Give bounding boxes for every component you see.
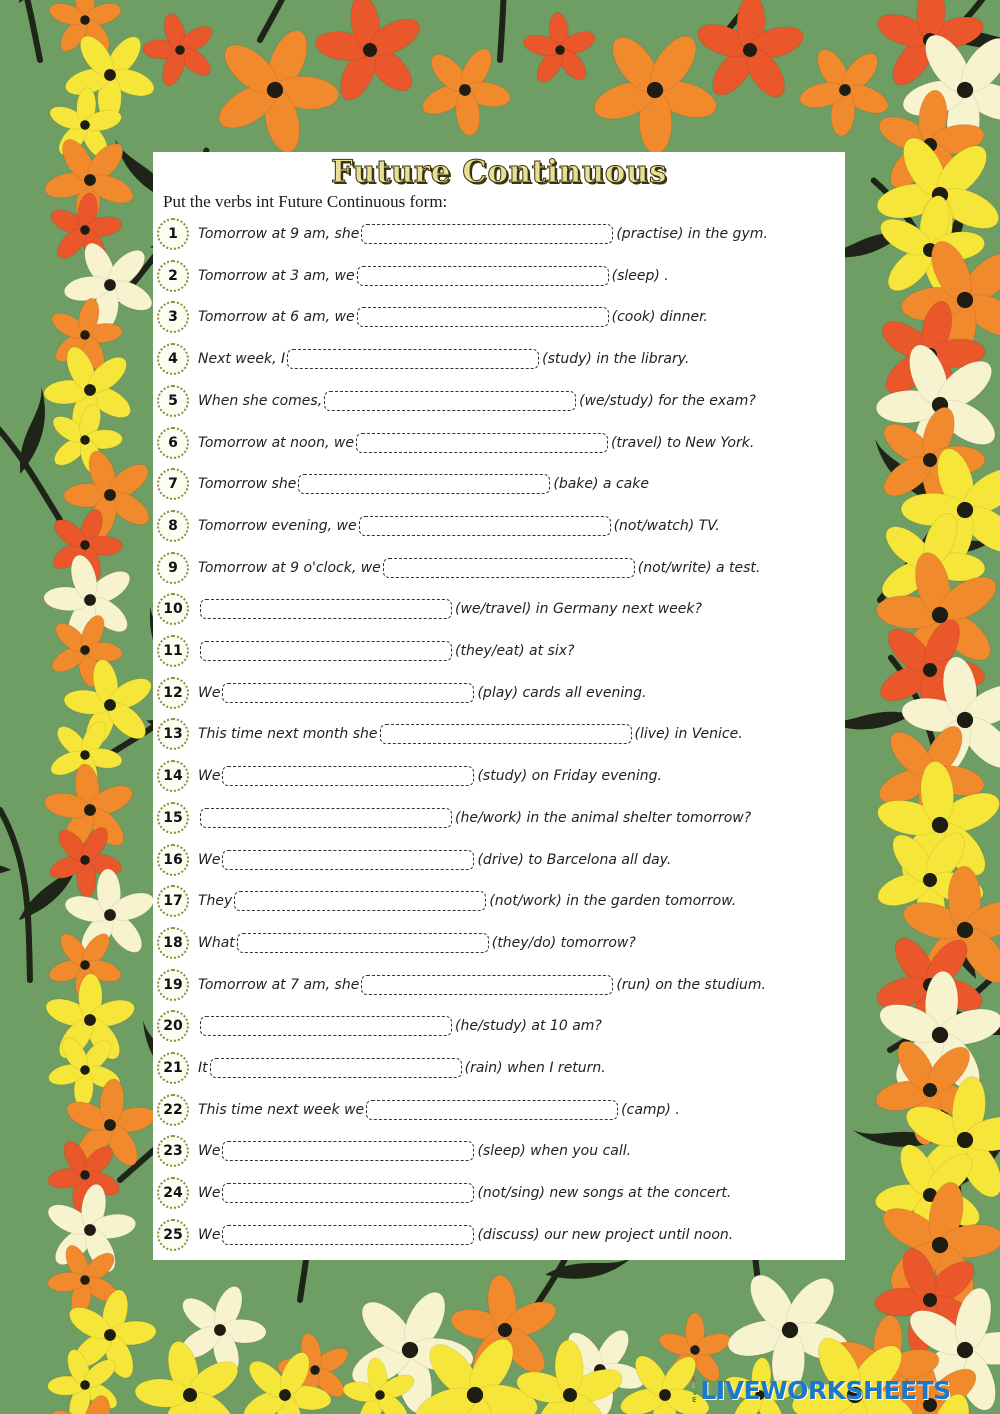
exercise-row [157,383,841,419]
exercise-row [157,299,841,335]
sentence-end: (we/study) for the exam? [579,392,756,409]
sentence-end: (he/work) in the animal shelter tomorrow? [455,809,752,826]
sentence-start: We [198,684,221,701]
answer-blank[interactable] [298,474,550,494]
sentence-start: Tomorrow at 7 am, she [198,976,360,993]
logo-mark-letter: I [692,1382,695,1390]
item-number-badge: 23 [157,1135,189,1167]
sentence-start: Tomorrow evening, we [198,517,357,534]
sentence-start: We [198,1226,221,1243]
sentence-end: (rain) when I return. [464,1060,606,1076]
sentence-start: Next week, I [198,351,286,368]
sentence-end: (play) cards all evening. [477,684,647,701]
answer-blank[interactable] [200,808,452,828]
item-number-badge: 16 [157,844,189,876]
sentence-end: (they/eat) at six? [455,643,575,659]
liveworksheets-logo[interactable] [692,1374,951,1406]
answer-blank[interactable] [200,641,452,661]
exercise-row [157,591,841,627]
sentence-end: (discuss) our new project until noon. [477,1226,734,1243]
sentence-end: (practise) in the gym. [616,226,768,242]
sentence-end: (not/watch) TV. [613,517,720,534]
worksheet-panel [153,152,845,1260]
sentence-start: Tomorrow she [198,476,297,493]
answer-blank[interactable] [222,766,474,786]
answer-blank[interactable] [361,224,613,244]
exercise-row [157,633,841,669]
sentence-start: What [198,934,235,951]
sentence-end: (he/study) at 10 am? [455,1018,602,1035]
item-number-badge: 22 [157,1094,189,1126]
logo-mark-letter: V [692,1389,698,1397]
exercise-row [157,425,841,461]
sentence-start: This time next month she [198,726,378,743]
answer-blank[interactable] [357,266,609,286]
item-number-badge: 1 [157,218,189,250]
sentence-start: We [198,1185,221,1202]
exercise-row [157,1175,841,1211]
sentence-end: (bake) a cake [553,476,649,493]
item-number-badge: 11 [157,635,189,667]
answer-blank[interactable] [210,1058,462,1078]
exercise-row [157,1217,841,1253]
logo-text: LIVEWORKSHEETS [700,1375,951,1405]
answer-blank[interactable] [380,724,632,744]
answer-blank[interactable] [237,933,489,953]
sentence-end: (sleep) . [611,267,669,284]
answer-blank[interactable] [357,307,609,327]
sentence-end: (not/sing) new songs at the concert. [477,1185,732,1202]
answer-blank[interactable] [200,599,452,619]
sentence-end: (live) in Venice. [634,726,743,743]
sentence-end: (sleep) when you call. [477,1143,632,1160]
item-number-badge: 20 [157,1010,189,1042]
item-number-badge: 10 [157,593,189,625]
exercise-row [157,883,841,919]
sentence-start: Tomorrow at 3 am, we [198,267,355,284]
sentence-start: Tomorrow at 6 am, we [198,309,355,326]
item-number-badge: 9 [157,552,189,584]
exercise-row [157,842,841,878]
sentence-end: (we/travel) in Germany next week? [455,601,702,618]
exercise-row [157,550,841,586]
sentence-end: (not/write) a test. [637,559,761,576]
item-number-badge: 7 [157,468,189,500]
answer-blank[interactable] [222,683,474,703]
exercise-row [157,508,841,544]
sentence-start: When she comes, [198,392,323,409]
sentence-end: (travel) to New York. [610,434,755,451]
answer-blank[interactable] [222,1183,474,1203]
exercise-row [157,216,841,252]
sentence-start: We [198,1143,221,1160]
item-number-badge: 12 [157,677,189,709]
sentence-end: (they/do) tomorrow? [491,934,636,951]
item-number-badge: 18 [157,927,189,959]
instructions-text: Put the verbs int Future Continuous form: [163,192,448,211]
item-number-badge: 24 [157,1177,189,1209]
sentence-end: (not/work) in the garden tomorrow. [489,893,737,910]
exercise-row [157,1008,841,1044]
exercise-row [157,1050,841,1086]
answer-blank[interactable] [234,891,486,911]
item-number-badge: 19 [157,969,189,1001]
sentence-end: (run) on the studium. [616,976,766,993]
exercise-row [157,1092,841,1128]
sentence-end: (camp) . [621,1101,680,1118]
answer-blank[interactable] [359,516,611,536]
exercise-row [157,800,841,836]
exercise-row [157,675,841,711]
answer-blank[interactable] [383,558,635,578]
item-number-badge: 13 [157,718,189,750]
exercise-row [157,258,841,294]
item-number-badge: 21 [157,1052,189,1084]
item-number-badge: 2 [157,260,189,292]
logo-mark-letter: L [692,1375,697,1383]
exercise-row [157,758,841,794]
sentence-end: (study) on Friday evening. [477,768,662,785]
exercise-row [157,925,841,961]
exercise-row [157,967,841,1003]
answer-blank[interactable] [361,975,613,995]
item-number-badge: 15 [157,802,189,834]
item-number-badge: 14 [157,760,189,792]
item-number-badge: 3 [157,301,189,333]
sentence-start: They [198,893,233,910]
sentence-start: Tomorrow at 9 o'clock, we [198,559,381,576]
sentence-start: It [198,1060,208,1076]
answer-blank[interactable] [222,850,474,870]
sentence-start: This time next week we [198,1101,365,1118]
sentence-end: (cook) dinner. [611,309,708,326]
item-number-badge: 4 [157,343,189,375]
answer-blank[interactable] [366,1100,618,1120]
item-number-badge: 5 [157,385,189,417]
logo-mark-letter: E [692,1396,697,1404]
page-title: Future Continuous [331,154,667,190]
live-logo-mark [692,1376,697,1404]
exercise-row [157,341,841,377]
answer-blank[interactable] [222,1141,474,1161]
answer-blank[interactable] [222,1225,474,1245]
item-number-badge: 6 [157,427,189,459]
sentence-end: (study) in the library. [542,351,690,368]
answer-blank[interactable] [356,433,608,453]
exercise-row [157,466,841,502]
answer-blank[interactable] [200,1016,452,1036]
item-number-badge: 17 [157,885,189,917]
answer-blank[interactable] [324,391,576,411]
sentence-end: (drive) to Barcelona all day. [477,851,672,868]
exercise-row [157,716,841,752]
answer-blank[interactable] [287,349,539,369]
item-number-badge: 8 [157,510,189,542]
sentence-start: Tomorrow at 9 am, she [198,226,360,242]
sentence-start: Tomorrow at noon, we [198,434,354,451]
sentence-start: We [198,768,221,785]
sentence-start: We [198,851,221,868]
item-number-badge: 25 [157,1219,189,1251]
exercise-row [157,1133,841,1169]
